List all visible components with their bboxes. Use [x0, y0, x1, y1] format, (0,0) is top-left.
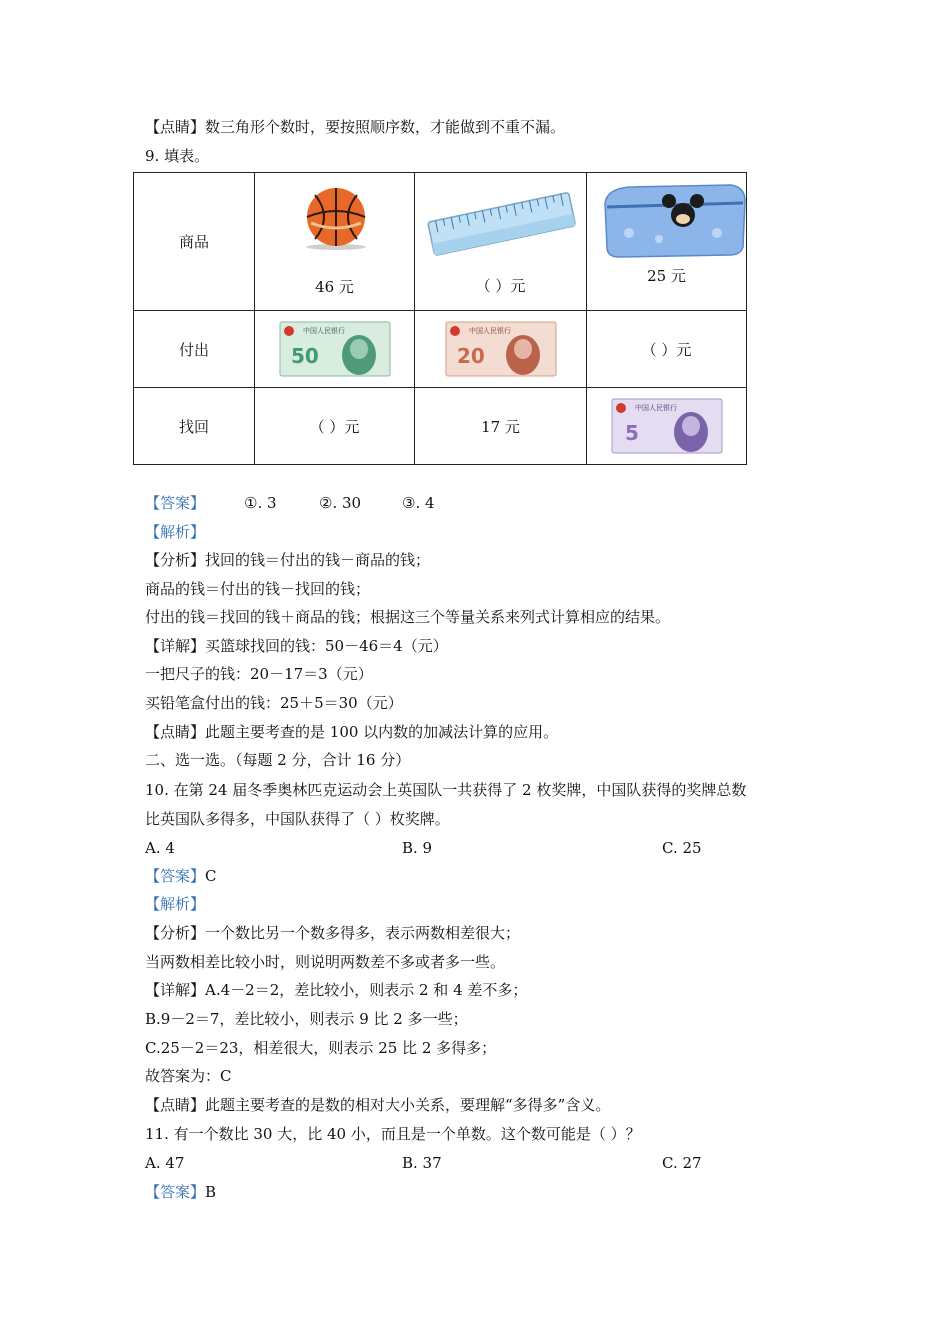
banknote-20-value: 20 [456, 344, 485, 368]
q10-line-7: 【点睛】此题主要考查的是数的相对大小关系，要理解“多得多”含义。 [145, 1096, 611, 1114]
price-basketball: 46 元 [315, 278, 354, 296]
q10-analysis-label: 【解析】 [145, 895, 206, 913]
q9-line-1: 【分析】找回的钱＝付出的钱－商品的钱； [145, 551, 431, 569]
banknote-20-icon [445, 321, 557, 377]
row-label-goods: 商品 [134, 173, 255, 311]
banknote-50-header: 中国人民银行 [302, 327, 345, 335]
banknote-50-value: 50 [290, 344, 319, 368]
change-ruler: 17 元 [415, 388, 587, 465]
q10-option-b[interactable]: B. 9 [402, 839, 433, 857]
change-blank: （ ）元 [255, 388, 415, 465]
banknote-50-icon [279, 321, 391, 377]
q9-line-7: 【点睛】此题主要考查的是 100 以内数的加减法计算的应用。 [145, 723, 559, 741]
q10-line-1: 【分析】一个数比另一个数多得多，表示两数相差很大； [145, 924, 521, 942]
banknote-5-header: 中国人民银行 [634, 404, 677, 412]
q9-line-3: 付出的钱＝找回的钱＋商品的钱；根据这三个等量关系来列式计算相应的结果。 [145, 608, 671, 626]
q10-stem-2: 比英国队多得多，中国队获得了（ ）枚奖牌。 [145, 810, 450, 828]
pencil-case-icon [599, 177, 749, 259]
q11-answer: B [205, 1183, 217, 1201]
q9-line-5: 一把尺子的钱：20－17＝3（元） [145, 665, 373, 683]
banknote-20-header: 中国人民银行 [468, 327, 511, 335]
q10-answer-label: 【答案】 [145, 867, 206, 885]
q10-answer: C [205, 867, 217, 885]
q10-stem-1: 10. 在第 24 届冬季奥林匹克运动会上英国队一共获得了 2 枚奖牌，中国队获得的奖牌总数 [145, 781, 747, 799]
section-2-heading: 二、选一选。（每题 2 分，合计 16 分） [145, 751, 411, 769]
price-ruler: （ ）元 [475, 277, 526, 295]
q9-line-6: 买铅笔盒付出的钱：25＋5＝30（元） [145, 694, 403, 712]
q9-answer-2: ②. 30 [319, 494, 362, 512]
q10-line-3: 【详解】A.4－2＝2，差比较小，则表示 2 和 4 差不多； [145, 981, 528, 999]
q10-option-c[interactable]: C. 25 [662, 839, 702, 857]
banknote-5-value: 5 [624, 421, 639, 445]
q9-line-2: 商品的钱＝付出的钱－找回的钱； [145, 580, 371, 598]
q10-line-4: B.9－2＝7，差比较小，则表示 9 比 2 多一些； [145, 1010, 468, 1028]
q11-option-b[interactable]: B. 37 [402, 1154, 442, 1172]
q11-stem: 11. 有一个数比 30 大，比 40 小，而且是一个单数。这个数可能是（ ）？ [145, 1125, 641, 1143]
q9-analysis-label: 【解析】 [145, 523, 206, 541]
q10-line-6: 故答案为：C [145, 1067, 232, 1085]
row-label-change: 找回 [134, 388, 255, 465]
row-label-paid: 付出 [134, 311, 255, 388]
paid-blank: （ ）元 [587, 311, 747, 388]
q11-answer-label: 【答案】 [145, 1183, 206, 1201]
q11-option-c[interactable]: C. 27 [662, 1154, 702, 1172]
basketball-icon [299, 187, 373, 251]
fill-table [133, 172, 747, 465]
q9-answer-3: ③. 4 [402, 494, 435, 512]
q9-line-4: 【详解】买篮球找回的钱：50－46＝4（元） [145, 637, 448, 655]
intro-tip: 【点睛】数三角形个数时，要按照顺序数，才能做到不重不漏。 [145, 118, 566, 136]
price-pencil-case: 25 元 [647, 267, 686, 285]
q10-line-5: C.25－2＝23，相差很大，则表示 25 比 2 多得多； [145, 1039, 497, 1057]
banknote-5-icon [611, 398, 723, 454]
q10-line-2: 当两数相差比较小时，则说明两数差不多或者多一些。 [145, 953, 506, 971]
q9-answer-1: ①. 3 [244, 494, 277, 512]
q9-answer-label: 【答案】 [145, 494, 206, 512]
ruler-icon [421, 181, 581, 261]
q10-option-a[interactable]: A. 4 [145, 839, 175, 857]
q11-option-a[interactable]: A. 47 [145, 1154, 185, 1172]
question-9-title: 9. 填表。 [145, 147, 210, 165]
